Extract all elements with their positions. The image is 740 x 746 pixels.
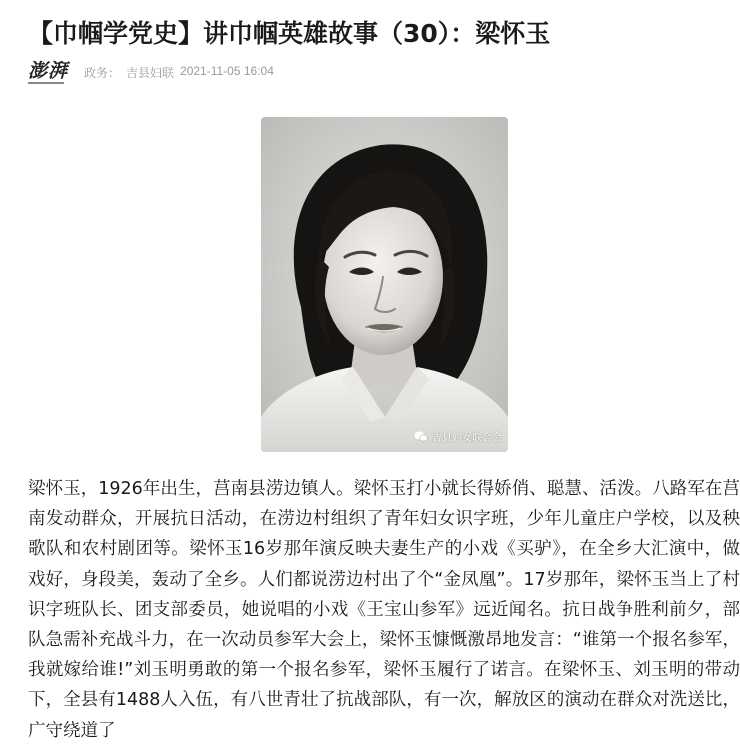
meta-author[interactable]: 吉县妇联 <box>126 65 175 80</box>
wechat-icon <box>414 431 428 442</box>
article-title: 【巾帼学党史】讲巾帼英雄故事（30）：梁怀玉 <box>28 19 551 48</box>
meta-category: 政务： <box>84 65 121 80</box>
thepaper-logo[interactable] <box>28 59 76 85</box>
article-meta <box>28 59 274 85</box>
watermark-text: 吉县妇女联合会 <box>432 433 502 444</box>
portrait-photo[interactable] <box>261 117 508 452</box>
article-body: 梁怀玉，1926年出生，莒南县涝边镇人。梁怀玉打小就长得娇俏、聪慧、活泼。八路军在莒南发动群众，开展抗日活动，在涝边村组织了青年妇女识字班，少年儿童庄户学校，以及秧歌队和农村剧团等。梁怀玉16岁那年演反映夫妻生产的小戏《买驴》，在全乡大汇演中，做戏好，身段美，轰动了全乡。人们都说涝边村出了个“金凤凰”。17岁那年，梁怀玉当上了村识字班队长、团支部委员，她说唱的小戏《王宝山参军》远近闻名。抗日战争胜利前夕，部队急需补充战斗力，在一次动员参军大会上，梁怀玉慷慨激昂地发言：“谁第一个报名参军，我就嫁给谁!”刘玉明勇敢的第一个报名参军，梁怀玉履行了诺言。在梁怀玉、刘玉明的带动下，全县有1488人入伍，有八世青壮了抗战部队，有一次，解放区的演动在群众对洗送比，广守绕道了 <box>28 479 740 741</box>
portrait-illustration <box>261 117 508 452</box>
logo-underline <box>28 82 64 84</box>
meta-info <box>84 64 274 81</box>
meta-datetime: 2021-11-05 16:04 <box>180 63 274 78</box>
photo-watermark <box>414 429 502 444</box>
logo-text: 澎湃 <box>28 59 69 82</box>
